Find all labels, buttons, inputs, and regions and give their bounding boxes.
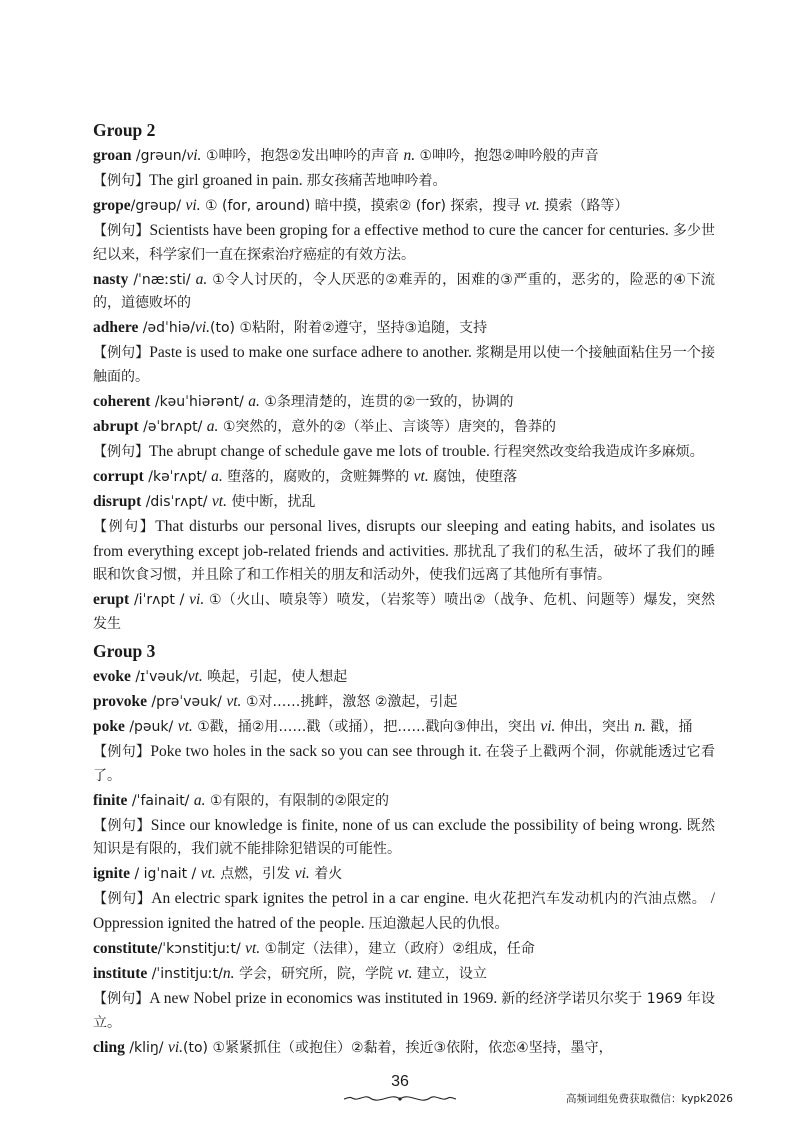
phonetic: /disˈrʌpt/	[141, 493, 212, 510]
headword: evoke	[93, 668, 131, 686]
definition: 着火	[309, 866, 343, 883]
vocab-entry	[93, 715, 715, 740]
definition: 腐蚀，使堕落	[428, 468, 518, 485]
part-of-speech: vt.	[524, 196, 540, 214]
phonetic: /grəup/	[130, 197, 186, 214]
headword: abrupt	[93, 417, 139, 435]
example-english: Since our knowledge is finite, none of us can exclude the possibility of being wrong.	[150, 816, 687, 834]
example-english: Poke two holes in the sack so you can see through it.	[150, 742, 486, 760]
phonetic: /ɪˈvəuk/	[130, 669, 188, 686]
example-label: 【例句】	[93, 518, 156, 535]
headword: institute	[93, 965, 148, 982]
phonetic: /ˈkɔnstitjuːt/	[157, 941, 246, 958]
example-english: / Oppression ignited the hatred of the people.	[93, 890, 716, 933]
example-english: A new Nobel prize in economics was instituted in 1969.	[149, 989, 502, 1007]
example-label: 【例句】	[93, 172, 149, 189]
definition: ①呻吟，抱怨②发出呻吟的声音	[201, 148, 404, 164]
definition: 点燃，引发	[215, 866, 295, 883]
example-chinese: 新的经济学诺贝尔奖于 1969 年设立。	[93, 990, 715, 1031]
part-of-speech: vi.	[189, 591, 205, 609]
definition: ①呻吟，抱怨②呻吟般的声音	[415, 148, 599, 164]
group-heading: Group 3	[93, 641, 156, 662]
example-chinese: 压迫激起人民的仇恨。	[368, 916, 509, 933]
part-of-speech: vt.	[187, 668, 203, 686]
part-of-speech: vt.	[177, 717, 193, 735]
headword: nasty	[93, 270, 129, 288]
phonetic: / igˈnait /	[130, 866, 201, 883]
definition: 学会，研究所，院，学院	[234, 966, 398, 982]
example-sentence	[93, 440, 715, 465]
vocab-entry	[93, 390, 715, 415]
part-of-speech: a.	[193, 791, 206, 809]
part-of-speech: n.	[222, 965, 235, 982]
example-sentence	[93, 341, 715, 390]
vocab-entry	[93, 588, 715, 637]
definition: ①令人讨厌的，令人厌恶的②难弄的，困难的③严重的，恶劣的，险恶的④下流的，道德败坏的	[93, 271, 715, 312]
definition: ①突然的，意外的②（举止、言谈等）唐突的，鲁莽的	[218, 418, 556, 435]
part-of-speech: n.	[403, 147, 416, 164]
part-of-speech: a.	[195, 270, 208, 288]
part-of-speech: vt.	[397, 965, 413, 982]
example-sentence	[93, 219, 715, 268]
part-of-speech: a.	[206, 417, 219, 435]
headword: erupt	[93, 591, 130, 609]
headword: provoke	[93, 693, 147, 711]
phonetic: /kliŋ/	[124, 1039, 168, 1056]
example-english: The abrupt change of schedule gave me lots of trouble.	[149, 442, 494, 460]
example-label: 【例句】	[93, 743, 151, 760]
headword: disrupt	[93, 492, 142, 510]
part-of-speech: vi.	[167, 1038, 184, 1056]
example-chinese: 那女孩痛苦地呻吟着。	[306, 172, 447, 189]
part-of-speech: a.	[248, 393, 260, 411]
part-of-speech: vt.	[413, 467, 429, 485]
phonetic: /grəun/	[131, 148, 187, 164]
part-of-speech: n.	[634, 717, 646, 735]
vocab-entry	[93, 789, 715, 814]
example-chinese: 在袋子上戳两个洞，你就能透过它看了。	[93, 743, 716, 784]
headword: grope	[93, 196, 131, 214]
definition: 堕落的，腐败的，贪赃舞弊的	[222, 468, 414, 485]
vocab-entry	[93, 316, 715, 341]
headword: groan	[93, 147, 132, 164]
definition: (to) ①粘附，附着②遵守，坚持③追随，支持	[210, 320, 488, 337]
example-chinese: 行程突然改变给我造成许多麻烦。	[493, 443, 704, 460]
page-number: 36	[391, 1073, 409, 1090]
example-english: The girl groaned in pain.	[149, 171, 307, 189]
part-of-speech: vi.	[185, 196, 201, 214]
headword: poke	[93, 717, 125, 735]
example-label: 【例句】	[93, 222, 150, 239]
phonetic: /ˈfainait/	[127, 792, 194, 809]
part-of-speech: vt.	[245, 940, 261, 958]
example-chinese: 多少世纪以来，科学家们一直在探索治疗癌症的有效方法。	[93, 222, 716, 263]
definition: ①对……挑衅，激怒 ②激起，引起	[241, 694, 458, 711]
example-label: 【例句】	[93, 891, 152, 908]
part-of-speech: vt.	[211, 492, 227, 510]
example-english: An electric spark ignites the petrol in a car engine.	[151, 890, 474, 908]
phonetic: /ˈinstitjuːt/	[147, 966, 223, 982]
definition: ①制定（法律），建立（政府）②组成，任命	[260, 941, 535, 958]
part-of-speech: vi.	[294, 865, 310, 883]
definition: 摸索（路等）	[539, 197, 629, 214]
vocab-entry	[93, 268, 715, 317]
headword: corrupt	[93, 467, 144, 485]
vocab-entry	[93, 490, 715, 515]
definition: 唤起，引起，使人想起	[202, 669, 348, 686]
definition: 伸出，突出	[555, 718, 635, 735]
example-english: Scientists have been groping for a effective method to cure the cancer for centuries.	[149, 221, 673, 239]
example-label: 【例句】	[93, 990, 150, 1007]
headword: adhere	[93, 319, 139, 337]
part-of-speech: vi.	[194, 319, 211, 337]
vocab-entry	[93, 144, 715, 169]
example-chinese: 既然知识是有限的，我们就不能排除犯错误的可能性。	[93, 817, 716, 858]
part-of-speech: vt.	[226, 693, 242, 711]
part-of-speech: vi.	[540, 717, 556, 735]
vocab-entry	[93, 862, 715, 887]
example-label: 【例句】	[93, 345, 150, 362]
headword: ignite	[93, 865, 131, 883]
phonetic: /ədˈhiə/	[138, 320, 195, 337]
part-of-speech: a.	[211, 467, 223, 485]
example-sentence	[93, 515, 715, 589]
phonetic: /ˈnæːsti/	[128, 271, 196, 288]
example-sentence	[93, 987, 715, 1036]
headword: cling	[93, 1038, 125, 1056]
example-sentence	[93, 887, 715, 937]
example-chinese: 那扰乱了我们的私生活，破坏了我们的睡眠和饮食习惯，并且除了和工作相关的朋友和活动外，使我们远离了其他所有事情。	[93, 543, 715, 584]
definition: ①戳，捅②用……戳（或捅），把……戳向③伸出，突出	[192, 718, 541, 735]
definition: ①（火山、喷泉等）喷发，（岩浆等）喷出②（战争、危机、问题等）爆发，突然发生	[93, 592, 715, 633]
group-heading: Group 2	[93, 120, 156, 140]
vocab-entry	[93, 962, 715, 987]
definition: 建立，设立	[412, 966, 487, 982]
definition: ①条理清楚的，连贯的②一致的，协调的	[259, 394, 514, 411]
vocab-entry	[93, 665, 715, 690]
example-english: That disturbs our personal lives, disrupts our sleeping and eating habits, and isolates us from everything except job-related friends and activities.	[93, 517, 715, 560]
part-of-speech: vi.	[186, 147, 202, 164]
definition: 戳，捅	[645, 718, 693, 735]
vocab-entry	[93, 1036, 715, 1061]
vocab-entry	[93, 415, 715, 440]
definition: ① (for, around) 暗中摸，摸索② (for) 探索，搜寻	[200, 197, 525, 214]
phonetic: /kəuˈhiərənt/	[150, 394, 249, 411]
example-sentence	[93, 169, 715, 194]
definition: (to) ①紧紧抓住（或抱住）②黏着，挨近③依附，依恋④坚持，墨守，	[183, 1039, 613, 1056]
page-content	[93, 116, 715, 1061]
wechat-note: 高频词组免费获取微信：kypk2026	[566, 1093, 733, 1105]
page-footer	[340, 1073, 460, 1113]
headword: finite	[93, 791, 128, 809]
vocab-entry	[93, 690, 715, 715]
footer-ornament-icon	[340, 1091, 460, 1107]
example-label: 【例句】	[93, 443, 149, 460]
example-label: 【例句】	[93, 817, 151, 834]
example-chinese: 浆糊是用以使一个接触面粘住另一个接触面的。	[93, 345, 716, 386]
example-chinese: 电火花把汽车发动机内的汽油点燃。	[473, 891, 707, 908]
example-sentence	[93, 740, 715, 789]
vocab-entry	[93, 465, 715, 490]
phonetic: /prəˈvəuk/	[146, 694, 227, 711]
phonetic: /əˈbrʌpt/	[138, 418, 207, 435]
example-english: Paste is used to make one surface adhere to another.	[149, 344, 476, 362]
definition: 使中断，扰乱	[226, 493, 316, 510]
vocab-entry	[93, 937, 715, 962]
definition: ①有限的，有限制的②限定的	[205, 792, 390, 809]
phonetic: /kəˈrʌpt/	[143, 468, 212, 485]
headword: constitute	[93, 940, 158, 958]
phonetic: /iˈrʌpt /	[129, 592, 190, 609]
part-of-speech: vt.	[200, 865, 216, 883]
example-sentence	[93, 814, 715, 863]
vocab-entry	[93, 194, 715, 219]
headword: coherent	[93, 393, 151, 411]
phonetic: /pəuk/	[124, 718, 178, 735]
